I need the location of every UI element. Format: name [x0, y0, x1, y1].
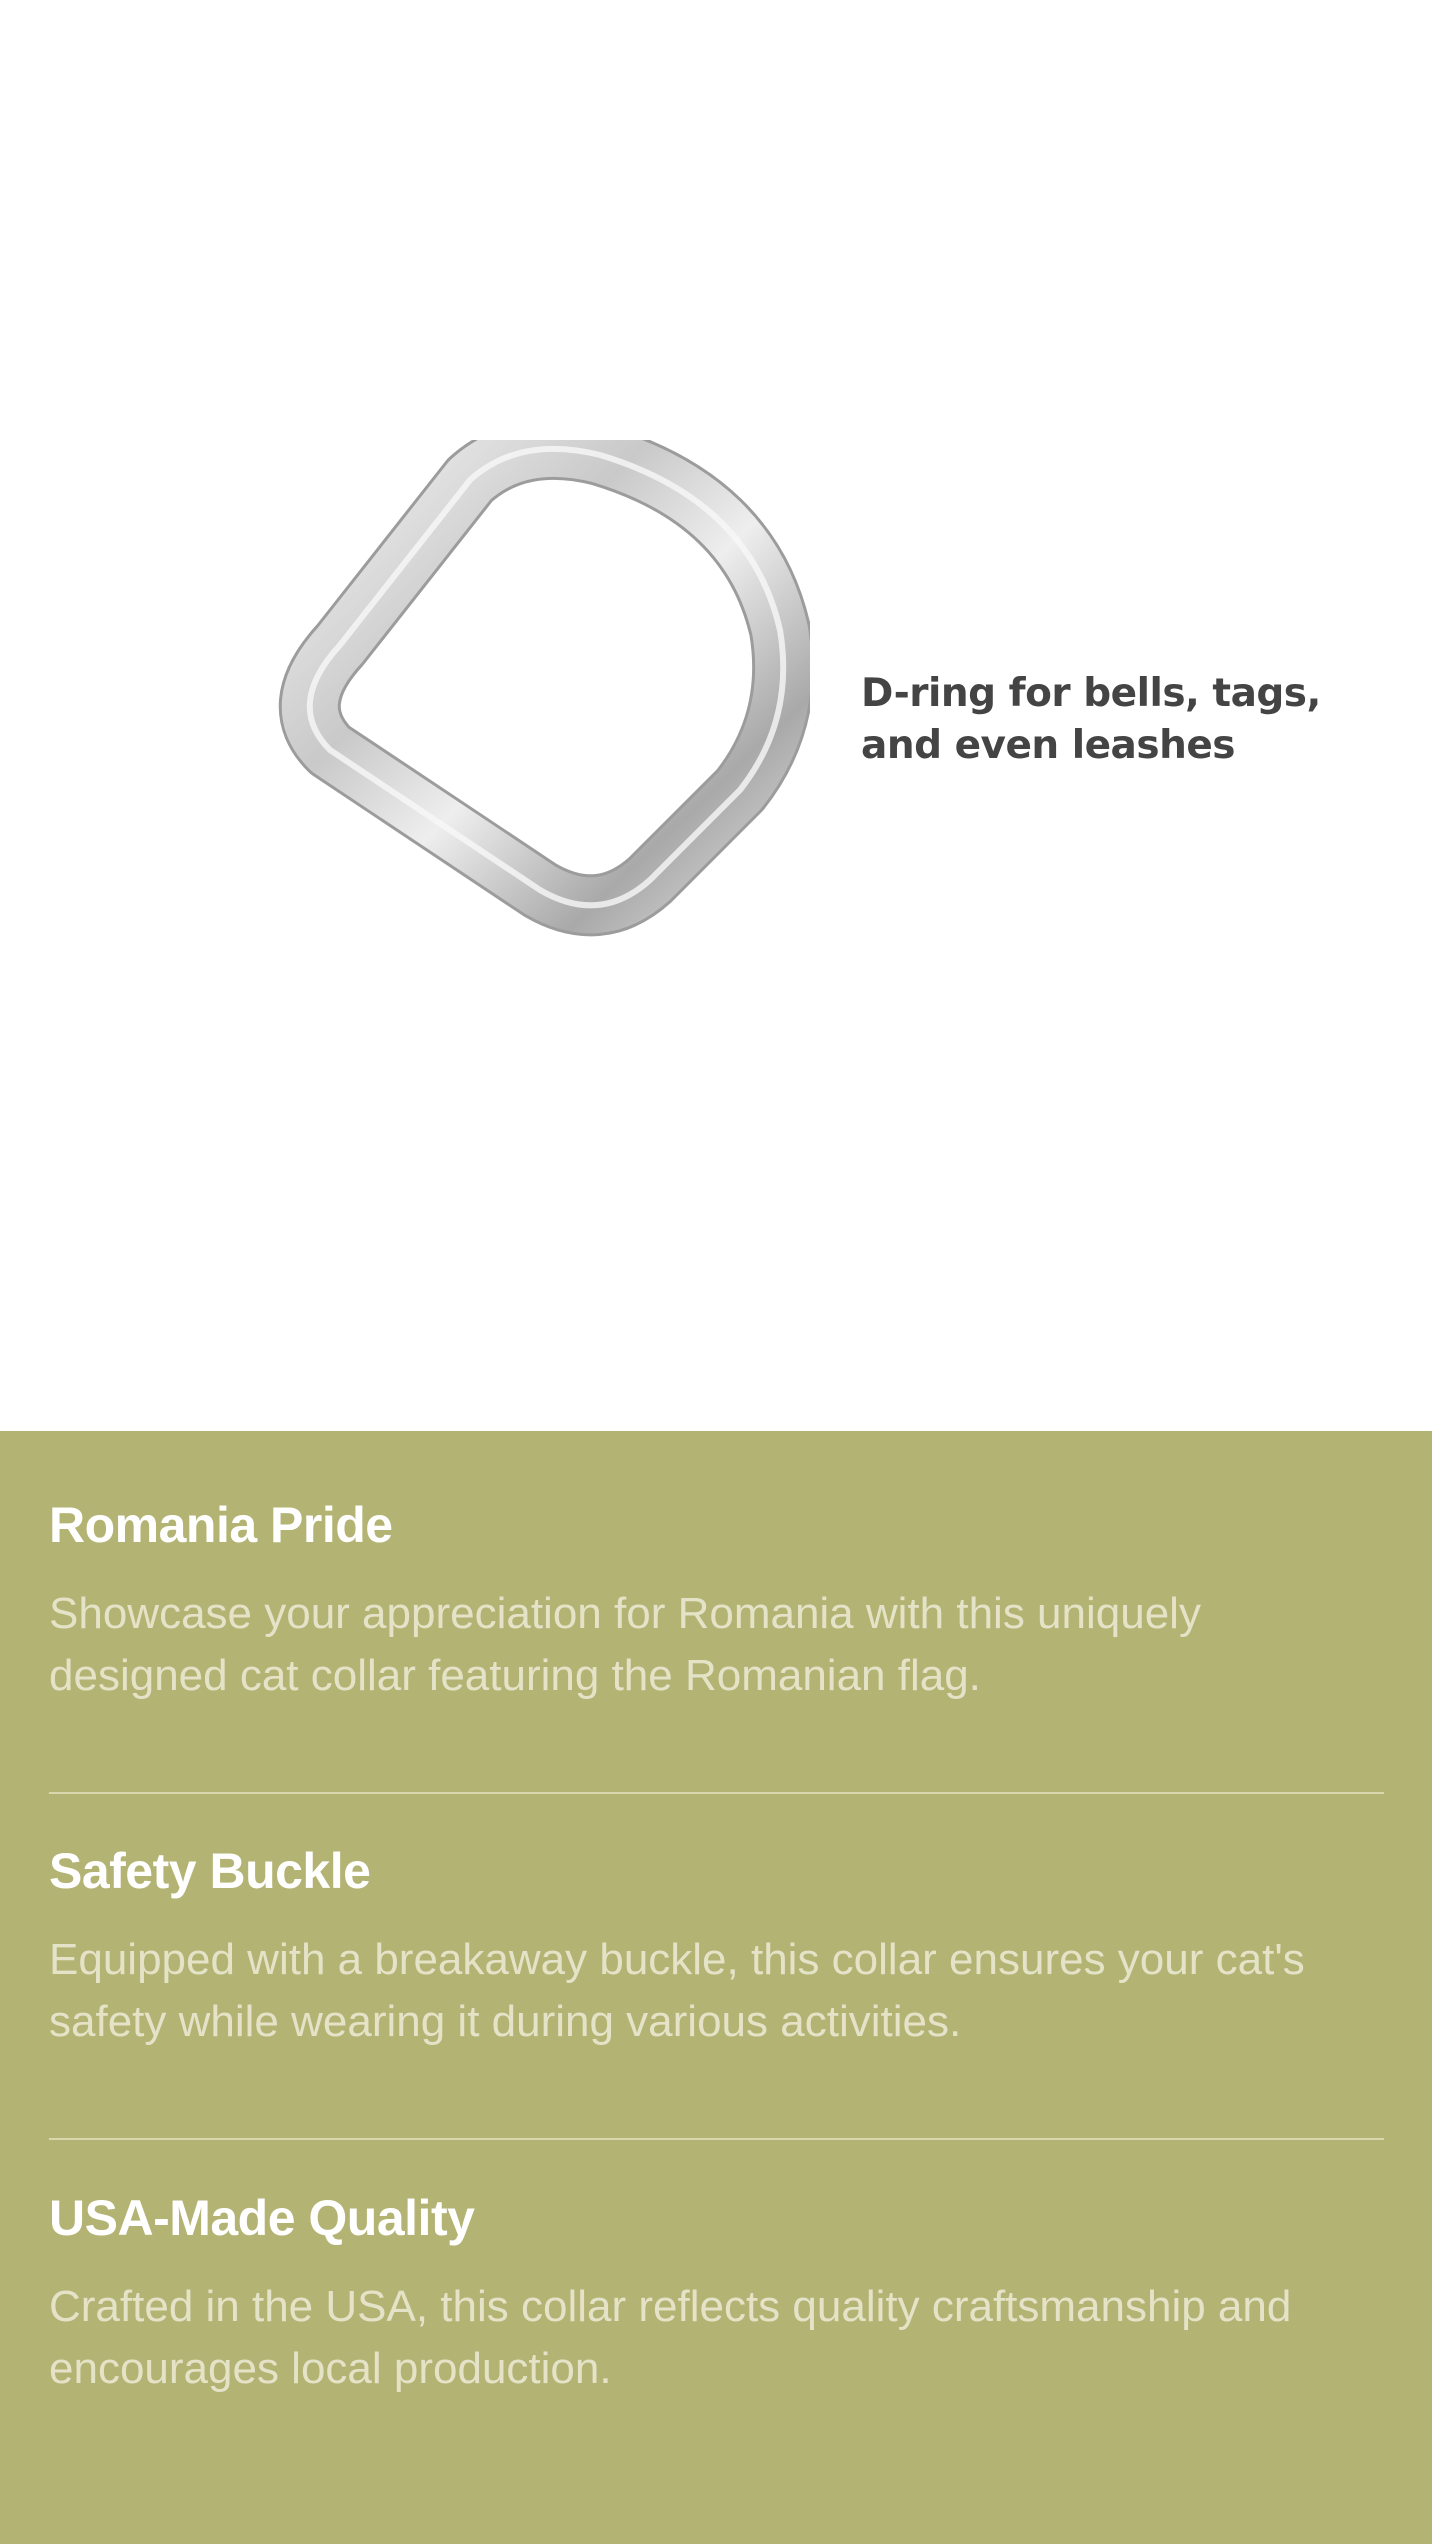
d-ring-caption [861, 668, 1381, 772]
feature-title: Romania Pride [49, 1497, 393, 1553]
divider [49, 2138, 1384, 2140]
caption-line-2: and even leashes [861, 723, 1236, 768]
feature-description: Crafted in the USA, this collar reflects quality craftsmanship and encourages local production. [49, 2282, 1292, 2393]
feature-usa-made-quality [49, 2188, 1384, 2400]
feature-description: Showcase your appreciation for Romania with this uniquely designed cat collar featuring the Romanian flag. [49, 1589, 1201, 1700]
caption-line-1: D-ring for bells, tags, [861, 671, 1321, 716]
feature-safety-buckle [49, 1841, 1384, 2053]
feature-romania-pride [49, 1495, 1384, 1707]
feature-title: Safety Buckle [49, 1843, 371, 1899]
d-ring-icon [270, 440, 810, 940]
divider [49, 1792, 1384, 1794]
feature-title: USA-Made Quality [49, 2190, 475, 2246]
features-section [0, 1431, 1432, 2544]
feature-description: Equipped with a breakaway buckle, this collar ensures your cat's safety while wearing it during various activities. [49, 1935, 1305, 2046]
